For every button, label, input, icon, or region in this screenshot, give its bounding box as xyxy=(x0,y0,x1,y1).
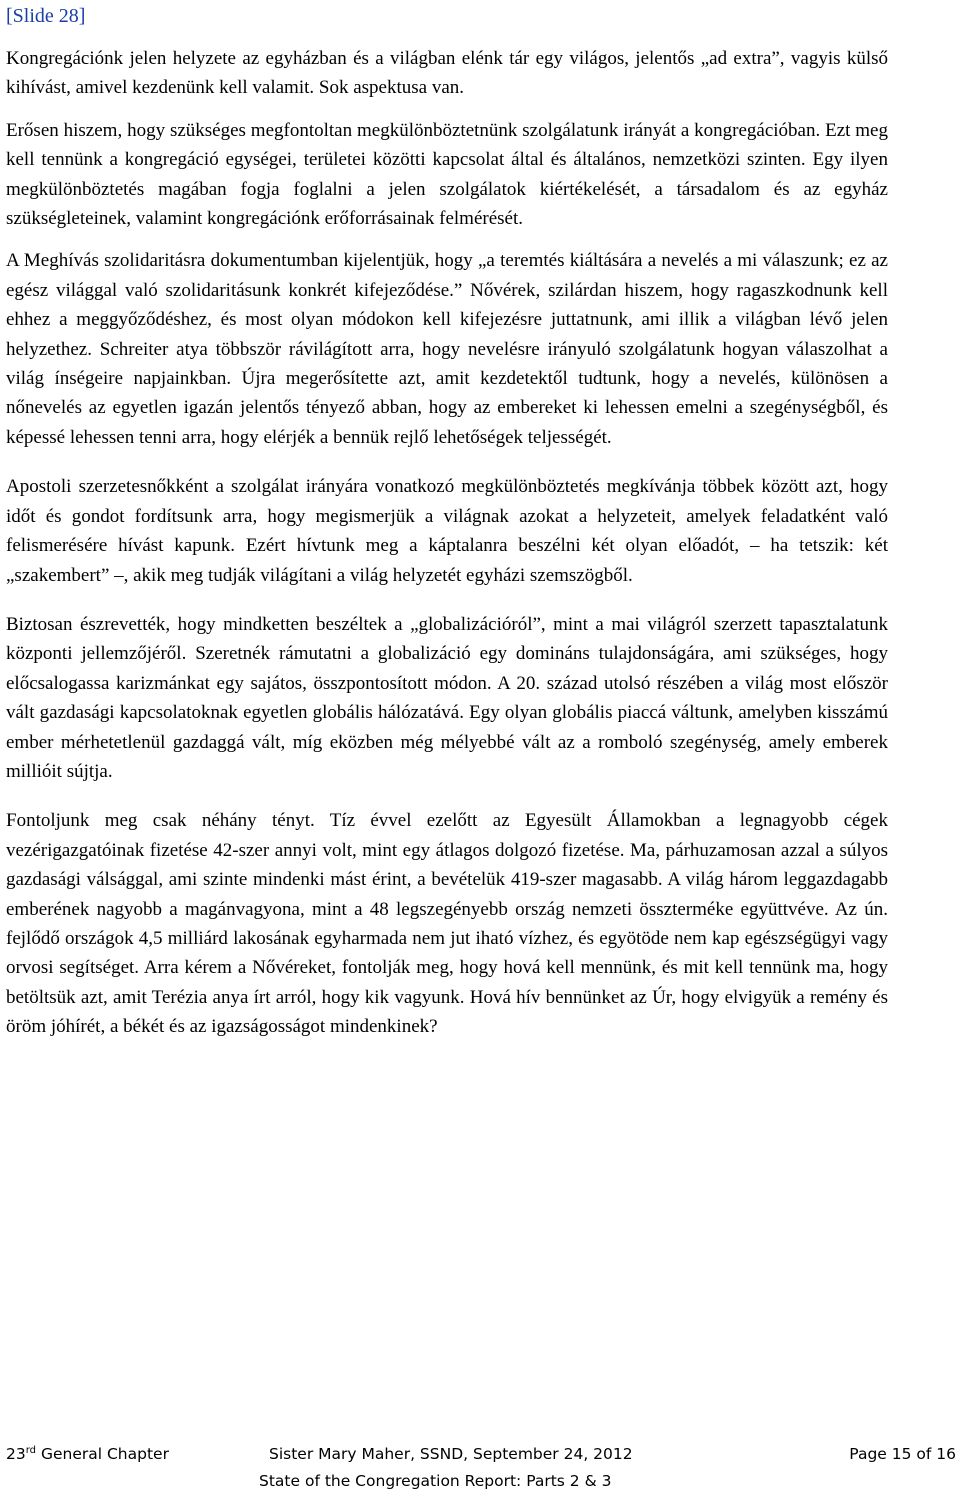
footer-page-number: Page 15 of 16 xyxy=(849,1445,956,1463)
paragraph-solidarity: A Meghívás szolidaritásra dokumentumban kijelentjük, hogy „a teremtés kiáltására a nevelés a mi válaszunk; ez az egész világgal való szolidaritásunk konkrét kifejeződése.” Nővérek, szilárdan hiszem, hogy ragaszkodnunk kell ehhez a meggyőződéshez, és most olyan módokon kell kifejezésre juttatnunk, ami illik a világban lévő jelen helyzethez. Schreiter atya többször rávilágított arra, hogy nevelésre irányuló szolgálatunk hogyan válaszolhat a világ ínségeire napjainkban. Újra megerősítette azt, amit kezdetektől tudtunk, hogy a nevelés, különösen a nőnevelés az egyetlen igazán jelentős tényező abban, hogy az embereket ki lehessen emelni a szegénységből, és képessé lehessen tenni arra, hogy elérjék a bennük rejlő lehetőségek teljességét. xyxy=(6,250,888,448)
footer-main-row xyxy=(6,1442,956,1470)
footer-chapter-number: 23 xyxy=(6,1445,26,1463)
paragraph-globalization: Biztosan észrevették, hogy mindketten beszéltek a „globalizációról”, mint a mai világról szerzett tapasztalatunk központi jellemzőjéről. Szeretnék rámutatni a globalizáció egy domináns tulajdonságára, ami szükséges, hogy előcsalogassa karizmánkat egy sajátos, összpontosított módon. A 20. század utolsó részében a világ most először vált gazdasági kapcsolatoknak egyetlen globális hálózatává. Egy olyan globális piaccá váltunk, amelyben kisszámú ember mérhetetlenül gazdaggá vált, míg eközben még mélyebbé vált az a romboló szegénység, amely emberek millióit sújtja. xyxy=(6,613,888,782)
footer-author-date: Sister Mary Maher, SSND, September 24, 2012 xyxy=(269,1445,633,1463)
paragraph-apostolic-sisters: Apostoli szerzetesnőkként a szolgálat irányára vonatkozó megkülönböztetés megkívánja többek között azt, hogy időt és gondot fordítsunk arra, hogy megismerjük a világnak azokat a helyzeteit, amelyek feladatként való felismerésére hívást kapunk. Ezért hívtunk meg a káptalanra beszélni két olyan előadót, – ha tetszik: két „szakembert” –, akik meg tudják világítani a világ helyzetét egyházi szemszögből. xyxy=(6,476,888,586)
paragraph-congregation-challenge: Kongregációnk jelen helyzete az egyházban és a világban elénk tár egy világos, jelentős „ad extra”, vagyis külső kihívást, amivel kezdenünk kell valamit. Sok aspektusa van. xyxy=(6,48,888,99)
paragraph-discernment: Erősen hiszem, hogy szükséges megfontoltan megkülönböztetnünk szolgálatunk irányát a kongregációban. Ezt meg kell tennünk a kongregáció egységei, területei közötti kapcsolat által és általános, nemzetközi szinten. Egy ilyen megkülönböztetés magában fogja foglalni a jelen szolgálatok kiértékelését, a társadalom és az egyház szükségleteinek, valamint kongregációnk erőforrásainak felmérését. xyxy=(6,119,888,230)
paragraph-facts: Fontoljunk meg csak néhány tényt. Tíz évvel ezelőtt az Egyesült Államokban a legnagyobb cégek vezérigazgatóinak fizetése 42-szer annyi volt, mint egy átlagos dolgozó fizetése. Ma, párhuzamosan azzal a súlyos gazdasági válsággal, ami szinte mindenki mást érint, a bevételük 419-szer magasabb. A világ három leggazdagabb emberének nagyobb a magánvagyona, mint a 48 legszegényebb ország nemzeti össztermékе együttvéve. Az ún. fejlődő országok 4,5 milliárd lakosának egyharmada nem jut iható vízhez, és egyötöde nem kap egészségügyi vagy orvosi segítséget. Arra kérem a Nővéreket, fontolják meg, hogy hová kell mennünk, és mit kell tennünk ma, hogy betöltsük azt, amit Terézia anya írt arról, hogy kik vagyunk. Hová hív bennünket az Úr, hogy elvigyük a remény és öröm jóhírét, a békét és az igazságosságot mindenkinek? xyxy=(6,810,888,1038)
footer-chapter-suffix: rd xyxy=(25,1444,37,1456)
document-body xyxy=(6,0,888,1042)
footer-chapter-text: General Chapter xyxy=(36,1445,169,1463)
slide-label: [Slide 28] xyxy=(6,5,86,27)
footer-report-title: State of the Congregation Report: Parts 2 & 3 xyxy=(259,1472,612,1490)
page-footer xyxy=(6,1442,956,1490)
footer-chapter xyxy=(6,1442,169,1466)
